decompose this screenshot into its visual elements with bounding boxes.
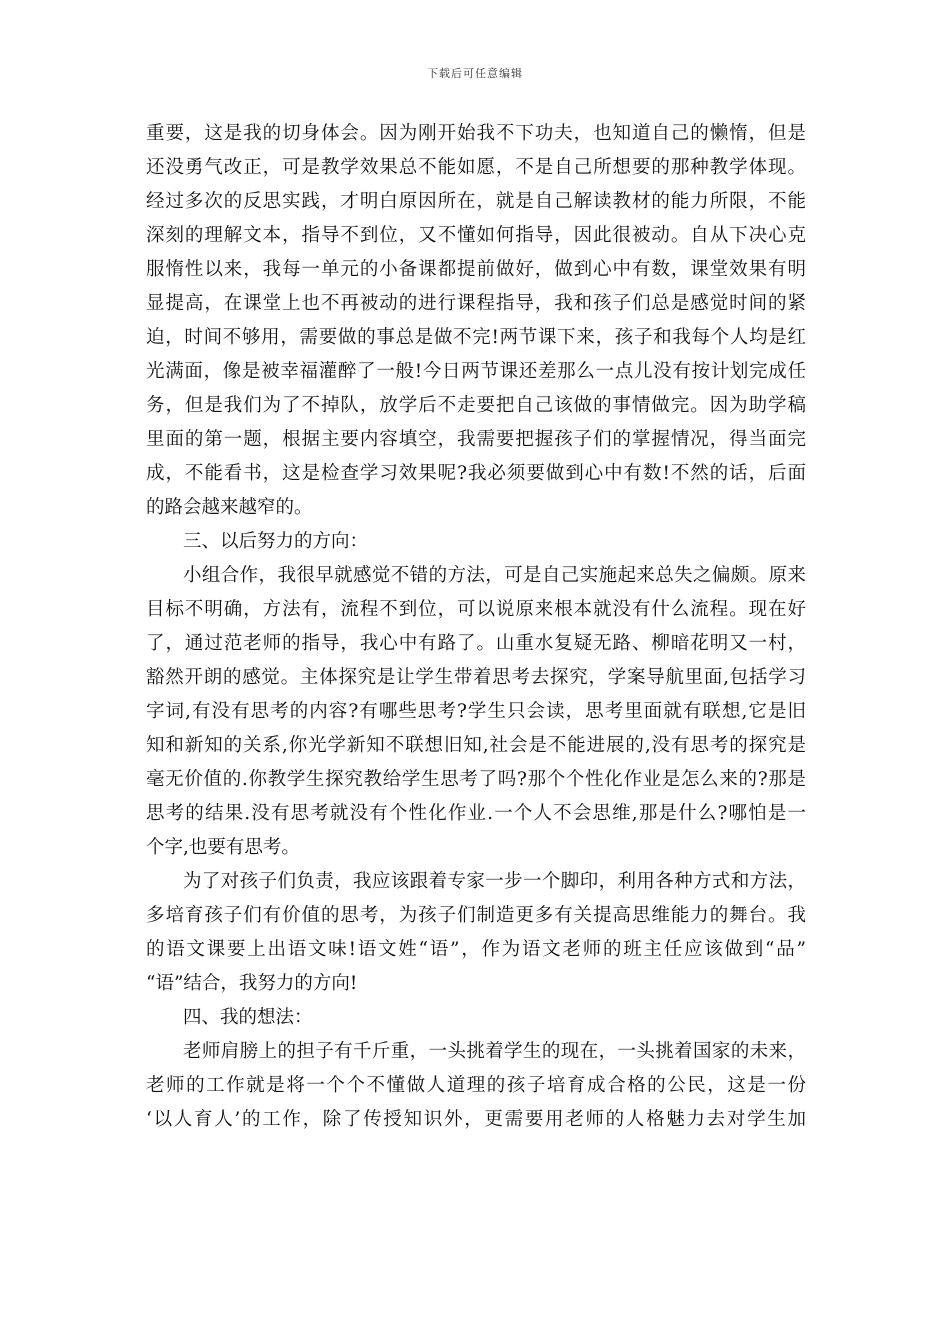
text-line: 迫，时间不够用，需要做的事总是做不完!两节课下来，孩子和我每个人均是红 [146, 327, 806, 348]
text-line: 四、我的想法： [183, 1007, 313, 1028]
text-line: 老师肩膀上的担子有千斤重，一头挑着学生的现在，一头挑着国家的未来， [183, 1041, 806, 1062]
text-line: 豁然开朗的感觉。主体探究是让学生带着思考去探究，学案导航里面,包括学习 [146, 667, 806, 688]
text-line: 的语文课要上出语文味!语文姓“语”，作为语文老师的班主任应该做到“品” [146, 939, 806, 960]
text-line: 目标不明确，方法有，流程不到位，可以说原来根本就没有什么流程。现在好 [146, 599, 806, 620]
text-line: 字词,有没有思考的内容?有哪些思考?学生只会读，思考里面就有联想,它是旧 [146, 701, 806, 722]
text-line: 毫无价值的.你教学生探究教给学生思考了吗?那个个性化作业是怎么来的?那是 [146, 769, 806, 790]
page-header: 下载后可任意编辑 [427, 67, 523, 80]
text-line: 经过多次的反思实践，才明白原因所在，就是自己解读教材的能力所限，不能 [146, 191, 806, 212]
text-line: 老师的工作就是将一个个不懂做人道理的孩子培育成合格的公民，这是一份 [146, 1075, 806, 1096]
text-line: 小组合作，我很早就感觉不错的方法，可是自己实施起来总失之偏颇。原来 [183, 565, 806, 586]
text-line: 思考的结果.没有思考就没有个性化作业.一个人不会思维,那是什么?哪怕是一 [146, 803, 806, 824]
text-line: 重要，这是我的切身体会。因为刚开始我不下功夫，也知道自己的懒惰，但是 [146, 123, 806, 144]
text-line: 知和新知的关系,你光学新知不联想旧知,社会是不能进展的,没有思考的探究是 [146, 735, 806, 756]
text-line: 了，通过范老师的指导，我心中有路了。山重水复疑无路、柳暗花明又一村， [146, 633, 806, 654]
text-line: ‘以人育人’的工作，除了传授知识外，更需要用老师的人格魅力去对学生加 [146, 1109, 806, 1130]
text-line: “语”结合，我努力的方向! [146, 973, 358, 994]
text-line: 为了对孩子们负责，我应该跟着专家一步一个脚印，利用各种方式和方法， [183, 871, 806, 892]
text-line: 成，不能看书，这是检查学习效果呢?我必须要做到心中有数!不然的话，后面 [146, 463, 806, 484]
text-line: 务，但是我们为了不掉队，放学后不走要把自己该做的事情做完。因为助学稿 [146, 395, 806, 416]
text-line: 显提高，在课堂上也不再被动的进行课程指导，我和孩子们总是感觉时间的紧 [146, 293, 806, 314]
text-line: 多培育孩子们有价值的思考，为孩子们制造更多有关提高思维能力的舞台。我 [146, 905, 806, 926]
text-line: 的路会越来越窄的。 [146, 497, 313, 518]
text-line: 深刻的理解文本，指导不到位，又不懂如何指导，因此很被动。自从下决心克 [146, 225, 806, 246]
text-line: 光满面，像是被幸福灌醉了一般!今日两节课还差那么一点儿没有按计划完成任 [146, 361, 806, 382]
text-line: 里面的第一题，根据主要内容填空，我需要把握孩子们的掌握情况，得当面完 [146, 429, 806, 450]
text-line: 个字,也要有思考。 [146, 837, 300, 858]
text-line: 还没勇气改正，可是教学效果总不能如愿，不是自己所想要的那种教学体现。 [146, 157, 806, 178]
text-line: 服惰性以来，我每一单元的小备课都提前做好，做到心中有数，课堂效果有明 [146, 259, 806, 280]
text-line: 三、以后努力的方向： [183, 531, 369, 552]
